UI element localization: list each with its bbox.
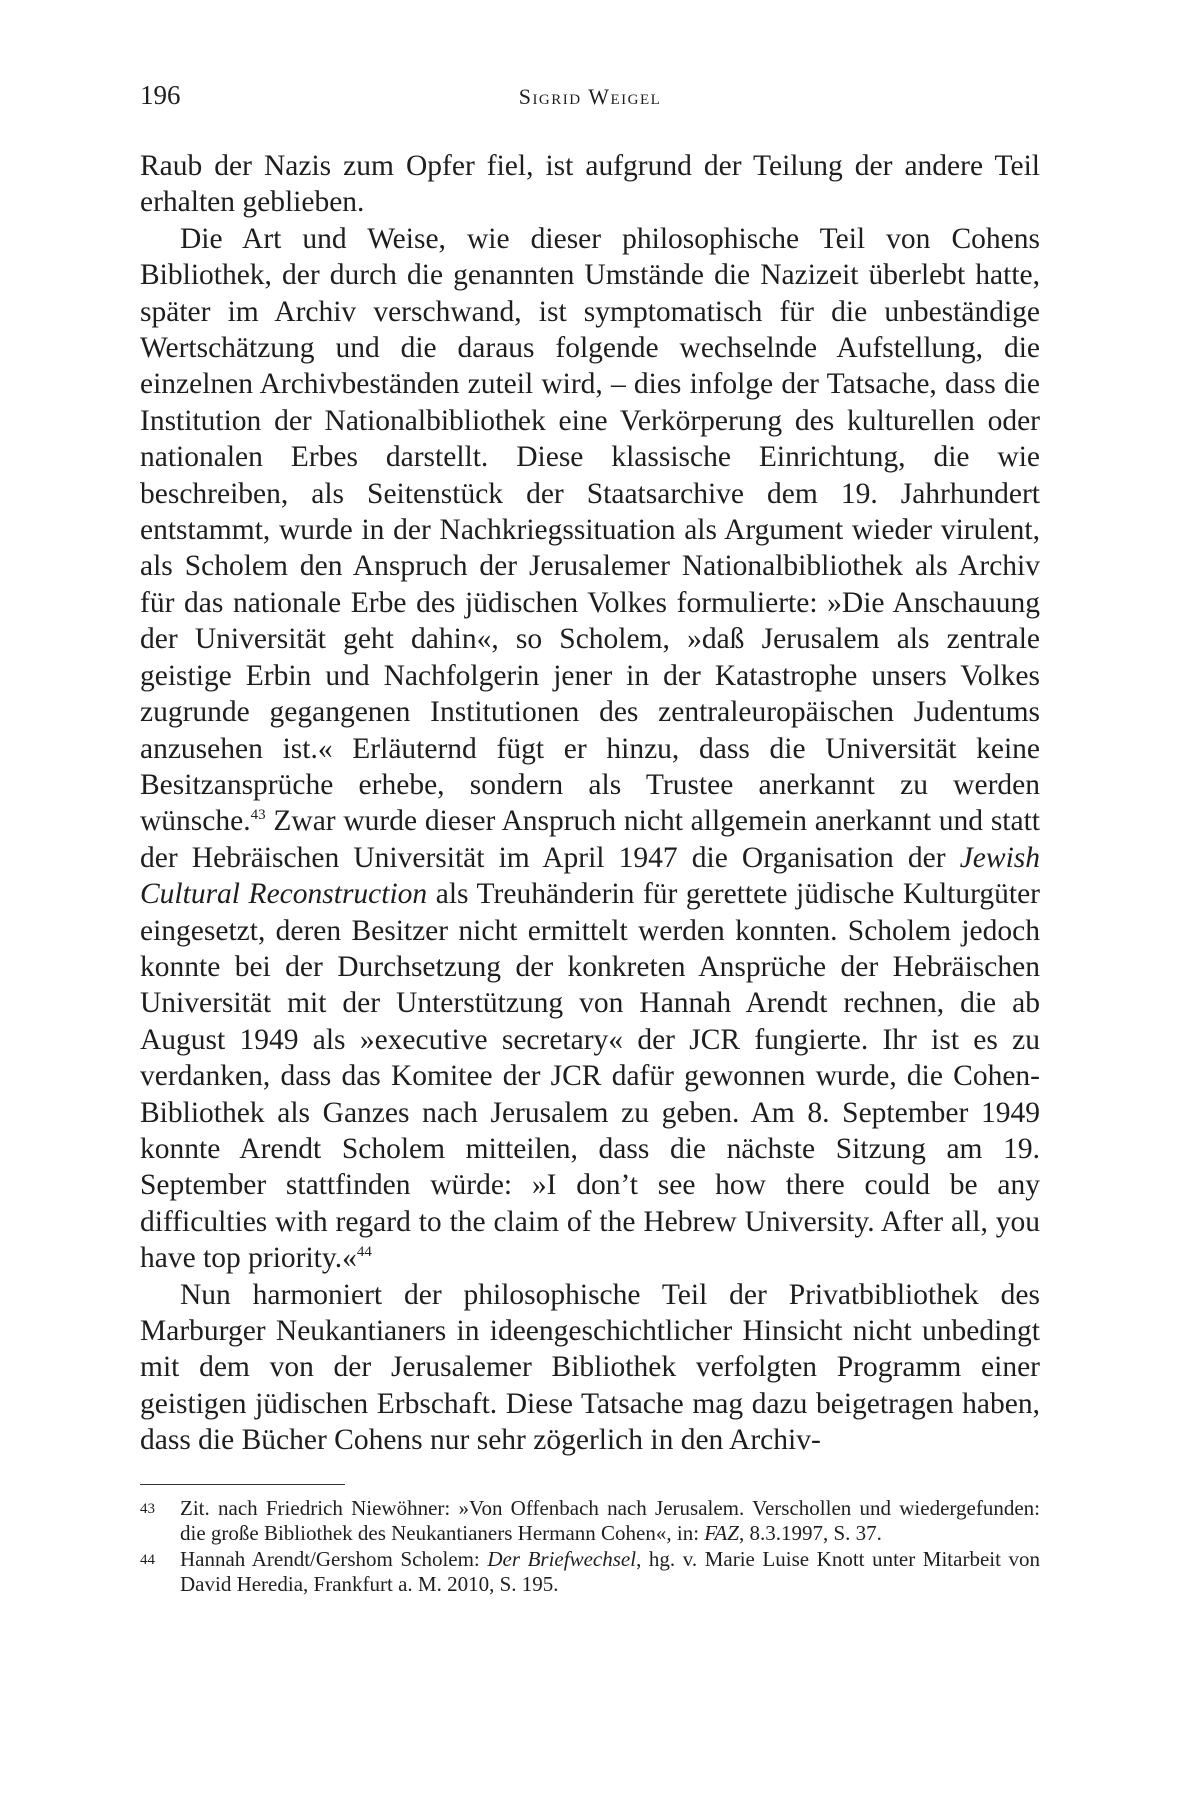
footnote-44 [140, 1547, 1040, 1597]
running-head-author: Sigrid Weigel [518, 84, 662, 109]
paragraph-2-italic-title: Jewish Cultural Reconstruction [140, 841, 1040, 911]
paragraph-1 [140, 148, 1040, 221]
footnote-text: Hannah Arendt/Gershom Scholem: [180, 1547, 488, 1571]
paragraph-2-text-c: als Treuhänderin für gerettete jüdische Kulturgüter eingesetzt, deren Besitzer nicht ermittelt werden konnten. Scholem jedoch konnte bei der Durchsetzung der konkreten Ansprüche der Hebräischen Universität mit der Unterstützung von Hannah Arendt rechnen, die ab August 1949 als »executive secretary« der JCR fungierte. Ihr ist es zu verdanken, dass das Komitee der JCR dafür gewonnen wurde, die Cohen-Bibliothek als Ganzes nach Jerusalem zu geben. Am 8. September 1949 konnte Arendt Scholem mitteilen, dass die nächste Sitzung am 19. September stattfinden würde: »I don’t see how there could be any difficulties with regard to the claim of the Hebrew University. After all, you have top priority.« [140, 878, 1041, 1275]
footnote-number: 43 [140, 1501, 155, 1517]
paragraph-1-text: Raub der Nazis zum Opfer fiel, ist aufgrund der Teilung der andere Teil erhalten geblieben. [140, 150, 1040, 219]
running-head [140, 80, 1040, 116]
footnote-italic: FAZ [704, 1521, 739, 1545]
paragraph-3-text: Nun harmoniert der philosophische Teil der Privatbibliothek des Marburger Neukantianers in ideengeschichtlicher Hinsicht nicht unbedingt mit dem von der Jerusalemer Bibliothek verfolgten Programm einer geistigen jüdischen Erbschaft. Diese Tatsache mag dazu beigetragen haben, dass die Bücher Cohens nur sehr zögerlich in den Archiv- [140, 1278, 1040, 1457]
page-number: 196 [140, 80, 181, 110]
footnote-text-end: , 8.3.1997, S. 37. [738, 1521, 882, 1545]
footnote-separator [140, 1484, 345, 1485]
paragraph-3 [140, 1277, 1040, 1459]
paragraph-2 [140, 221, 1040, 1277]
footnote-ref-44[interactable]: 44 [356, 1244, 372, 1261]
main-text [140, 148, 1040, 1459]
footnote-43 [140, 1496, 1040, 1546]
footnote-number: 44 [140, 1552, 155, 1568]
footnote-text: Zit. nach Friedrich Niewöhner: »Von Offenbach nach Jerusalem. Verschollen und wiedergefunden: die große Bibliothek des Neukantianers Hermann Cohen«, in: [180, 1496, 1040, 1545]
footnote-italic: Der Briefwechsel [487, 1547, 637, 1571]
footnote-text-end: , hg. v. Marie Luise Knott unter Mitarbeit von David Heredia, Frankfurt a. M. 2010, S. 195. [180, 1547, 1041, 1596]
paragraph-2-text-a: Die Art und Weise, wie dieser philosophische Teil von Cohens Bibliothek, der durch die genannten Umstände die Nazizeit überlebt hatte, später im Archiv verschwand, ist symptomatisch für die unbeständige Wertschätzung und die daraus folgende wechselnde Aufstellung, die einzelnen Archivbeständen zuteil wird, – dies infolge der Tatsache, dass die Institution der Nationalbibliothek eine Verkörperung des kulturellen oder nationalen Erbes darstellt. Diese klassische Einrichtung, die wie beschreiben, als Seitenstück der Staatsarchive dem 19. Jahrhundert entstammt, wurde in der Nachkriegssituation als Argument wieder virulent, als Scholem den Anspruch der Jerusalemer Nationalbibliothek als Archiv für das nationale Erbe des jüdischen Volkes formulierte: »Die Anschauung der Universität geht dahin«, so Scholem, »daß Jerusalem als zentrale geistige Erbin und Nachfolgerin jener in der Katastrophe unsers Volkes zugrunde gegangenen Institutionen des zentraleuropäischen Judentums anzusehen ist.« Erläuternd fügt er hinzu, dass die Universität keine Besitzansprüche erhebe, sondern als Trustee anerkannt zu werden wünsche. [140, 222, 1040, 838]
paragraph-2-text-b: Zwar wurde dieser Anspruch nicht allgemein anerkannt und statt der Hebräischen Universität im April 1947 die Organisation der [140, 805, 1040, 874]
footnotes [140, 1496, 1040, 1598]
footnote-ref-43[interactable]: 43 [250, 807, 266, 824]
